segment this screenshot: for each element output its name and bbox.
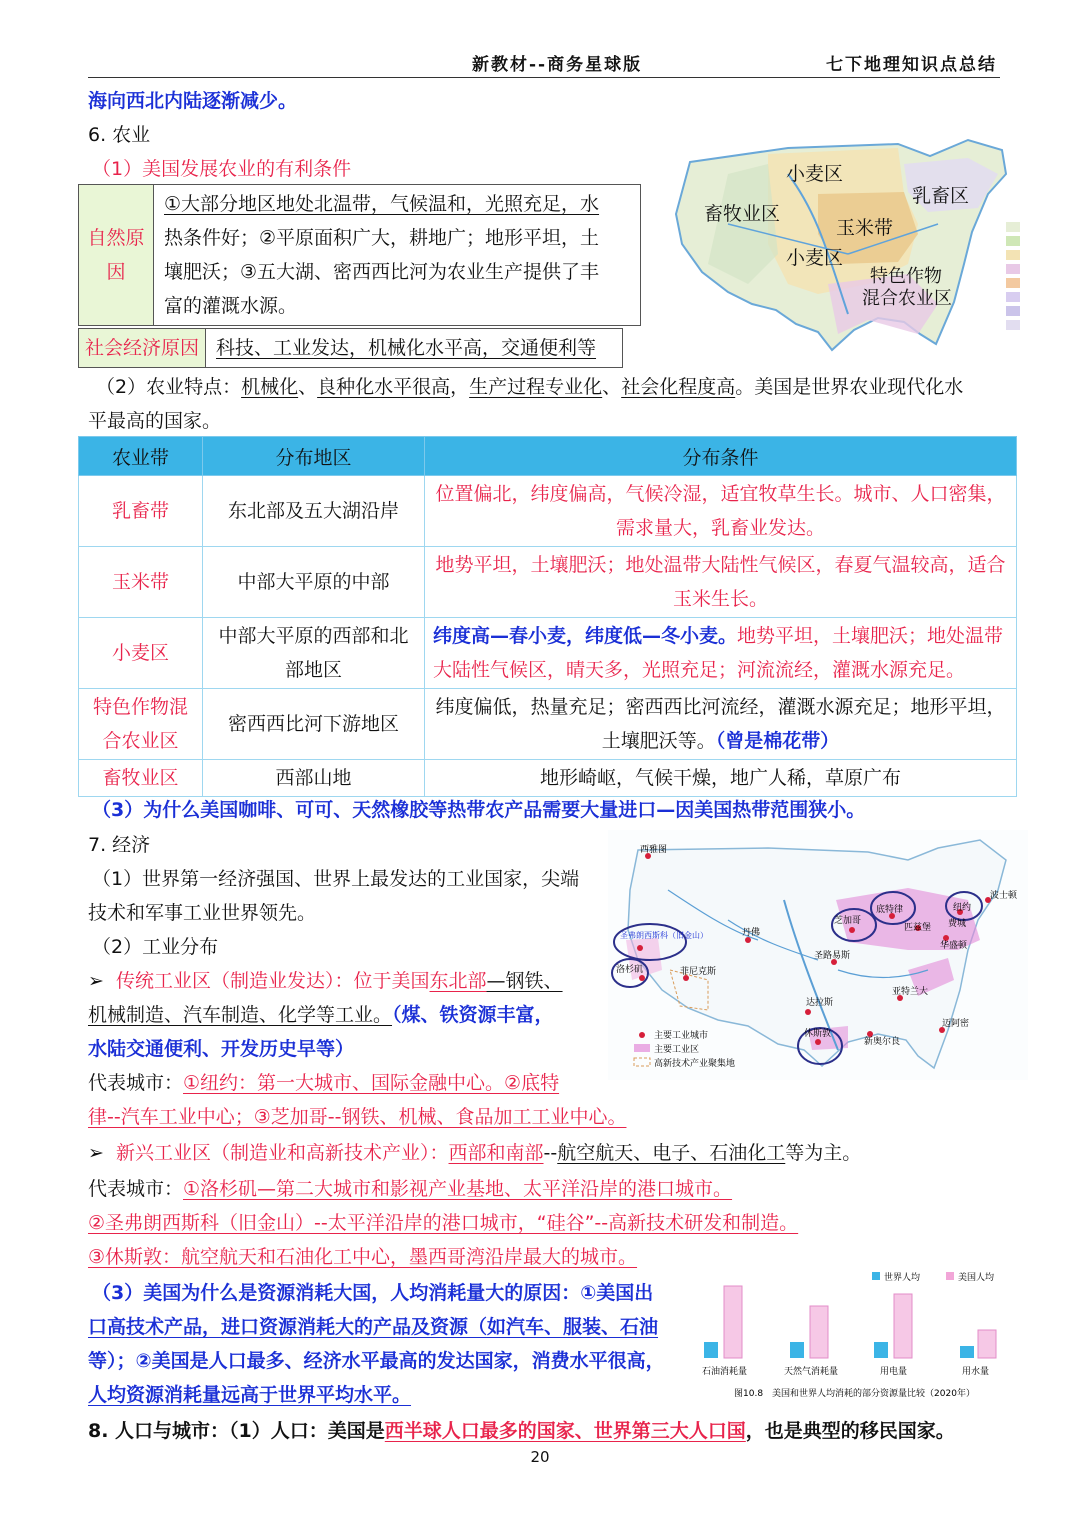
header-left: 新教材--商务星球版 [472,55,643,75]
text-span: ①纽约：第一大城市、国际金融中心。②底特 [183,1072,560,1094]
legend-label: 主要工业区 [654,1045,700,1055]
city-label: 华盛顿 [940,941,968,951]
page-number: 20 [530,1448,550,1466]
map-label: 小麦区 [786,163,844,185]
text-span: 西部和南部 [448,1142,544,1164]
table-header: 农业带 [79,437,203,476]
text-line [88,998,554,1032]
section-heading: 6. 农业 [88,124,151,146]
category-label: 用电量 [880,1367,908,1377]
text-span: —钢铁、 [486,970,563,992]
belt-region: 中部大平原的西部和北部地区 [203,618,425,689]
legend-label: 主要工业城市 [654,1031,709,1041]
text-line: （1）世界第一经济强国、世界上最发达的工业国家，尖端 [92,868,580,890]
text-span: 生产过程专业化 [469,376,603,398]
table-header: 分布地区 [203,437,425,476]
city-label: 洛杉矶 [616,965,644,975]
section-heading: 7. 经济 [88,834,151,856]
text-line [96,370,963,404]
text-span: 机械制造、汽车制造、化学等工业。 [88,1004,393,1026]
condition-blue: （曾是棉花带） [715,730,840,752]
legend-label: 美国人均 [958,1273,995,1283]
category-label: 天然气消耗量 [784,1367,839,1377]
text-span: ，也是典型的移民国家。 [745,1420,955,1442]
industry-map [608,830,1028,1080]
agriculture-table [78,436,1017,797]
belt-name: 乳畜带 [79,476,203,547]
category-label: 石油消耗量 [702,1367,748,1377]
legend-label: 高新技术产业聚集地 [654,1059,736,1069]
belt-name: 特色作物混合农业区 [79,689,203,760]
belt-condition: 地势平坦，土壤肥沃；地处温带大陆性气候区，春夏气温较高，适合玉米生长。 [425,547,1017,618]
city-label: 波士顿 [990,891,1018,901]
us-bar [810,1306,828,1358]
social-table [78,328,623,368]
text-line: （3）美国为什么是资源消耗大国，人均消耗量大的原因：①美国出 [92,1282,654,1304]
city-label: 西雅图 [640,845,668,855]
text-span: 代表城市： [88,1072,184,1094]
text-span: 机械化 [241,376,299,398]
belt-condition [425,618,1017,689]
header-rule [88,77,1000,78]
arrow-icon: ➢ [88,970,116,992]
city-label: 圣弗朗西斯科（旧金山） [620,931,708,940]
text-line [88,1066,559,1100]
text-line [88,964,563,998]
belt-region: 密西西比河下游地区 [203,689,425,760]
text-line: ②圣弗朗西斯科（旧金山）--太平洋沿岸的港口城市，“硅谷”--高新技术研发和制造。 [88,1212,799,1234]
text-line [88,1136,861,1170]
belt-name: 小麦区 [79,618,203,689]
text-span: 新兴工业区（制造业和高新技术产业）： [116,1142,449,1164]
social-label: 社会经济原因 [79,329,206,368]
belt-condition [425,689,1017,760]
text-span: ， [450,376,470,398]
belt-region: 西部山地 [203,760,425,797]
belt-region: 东北部及五大湖沿岸 [203,476,425,547]
city-label: 匹兹堡 [904,923,932,933]
social-text: 科技、工业发达，机械化水平高，交通便利等 [206,329,623,368]
table-row [79,760,1017,797]
text-line: 水陆交通便利、开发历史早等） [88,1038,355,1060]
legend-label: 世界人均 [884,1273,921,1283]
condition-blue: 纬度高—春小麦，纬度低—冬小麦。 [433,625,738,647]
natural-line: 热条件好；②平原面积广大，耕地广；地形平坦，土 [164,227,600,249]
table-header: 分布条件 [425,437,1017,476]
natural-text [154,185,641,326]
text-line: （2）工业分布 [92,936,219,958]
text-line [88,1172,732,1206]
text-span: 、 [298,376,318,398]
city-label: 达拉斯 [806,998,834,1008]
text-line: 平最高的国家。 [88,410,222,432]
table-row [79,689,1017,760]
city-label: 休斯敦 [804,1029,832,1039]
text-line: （3）为什么美国咖啡、可可、天然橡胶等热带农产品需要大量进口—因美国热带范围狭小。 [92,799,866,821]
city-label: 丹佛 [742,928,761,938]
world-bar [960,1346,974,1358]
text-span: 8. 人口与城市：（1）人口：美国是 [88,1420,385,1442]
text-span: -- [543,1142,558,1164]
text-span: ①洛杉矶—第二大城市和影视产业基地、太平洋沿岸的港口城市。 [183,1178,733,1200]
belt-condition: 地形崎岖，气候干燥，地广人稀，草原广布 [425,760,1017,797]
world-bar [704,1342,718,1358]
conditions-table [78,184,641,326]
text-span: （煤、铁资源丰富， [392,1004,554,1026]
text-span: 东北部 [429,970,487,992]
city-label: 迈阿密 [942,1019,970,1029]
natural-line: 富的灌溉水源。 [164,295,298,317]
city-label: 芝加哥 [834,916,862,926]
us-bar [724,1286,742,1358]
map-label: 畜牧业区 [704,203,781,225]
city-label: 底特律 [876,905,904,915]
subsection-heading: （1）美国发展农业的有利条件 [92,158,352,180]
resource-chart [700,1266,1010,1408]
text-line [88,1414,955,1448]
text-span: 传统工业区（制造业发达）：位于美国 [116,970,430,992]
us-bar [978,1330,996,1358]
arrow-icon: ➢ [88,1142,116,1164]
table-row [79,618,1017,689]
text-line: 海向西北内陆逐渐减少。 [88,90,298,112]
city-label: 新奥尔良 [864,1037,901,1047]
text-span: 、 [602,376,622,398]
world-bar [874,1342,888,1358]
text-line: ③休斯敦：航空航天和石油化工中心，墨西哥湾沿岸最大的城市。 [88,1246,638,1268]
natural-line: 壤肥沃；③五大湖、密西西比河为农业生产提供了丰 [164,261,600,283]
belt-name: 畜牧业区 [79,760,203,797]
table-row [79,547,1017,618]
map-label: 小麦区 [786,247,844,269]
text-line: 技术和军事工业世界领先。 [88,902,317,924]
world-bar [790,1342,804,1358]
text-span: 航空航天、电子、石油化工 [557,1142,786,1164]
text-line: 等）；②美国是人口最多、经济水平最高的发达国家，消费水平很高， [88,1350,665,1372]
text-line: 律--汽车工业中心；③芝加哥--钢铁、机械、食品加工工业中心。 [88,1106,627,1128]
text-line: 人均资源消耗量远高于世界平均水平。 [88,1384,412,1406]
city-label: 亚特兰大 [892,987,929,997]
condition-red: 地势平坦，土壤肥沃；地处温带大陆性气候区，晴天多，光照充足；河流流经，灌溉水源充足。 [433,625,1004,681]
header-right: 七下地理知识点总结 [826,55,997,75]
text-span: （2）农业特点： [96,376,242,398]
natural-line: ①大部分地区地处北温带，气候温和，光照充足，水 [164,193,600,215]
text-line: 口高技术产品，进口资源消耗大的产品及资源（如汽车、服装、石油 [88,1316,659,1338]
city-label: 圣路易斯 [814,951,851,961]
city-label: 纽约 [953,903,972,913]
map-label: 乳畜区 [912,185,970,207]
natural-label [79,185,154,326]
text-span: 良种化水平很高 [317,376,451,398]
text-span: 。美国是世界农业现代化水 [735,376,964,398]
belt-name: 玉米带 [79,547,203,618]
table-row [79,476,1017,547]
text-span: 等为主。 [785,1142,862,1164]
agriculture-map [668,134,1028,358]
belt-region: 中部大平原的中部 [203,547,425,618]
map-label: 玉米带 [836,217,894,239]
us-bar [894,1294,912,1358]
belt-condition: 位置偏北，纬度偏高，气候冷湿，适宜牧草生长。城市、人口密集，需求量大，乳畜业发达。 [425,476,1017,547]
city-label: 费城 [948,919,967,929]
text-span: 代表城市： [88,1178,184,1200]
map-label: 混合农业区 [862,288,952,309]
text-span: 社会化程度高 [621,376,736,398]
natural-label-text: 自然原因 [87,227,145,283]
condition-text: 纬度偏低，热量充足；密西西比河流经，灌溉水源充足；地形平坦，土壤肥沃等。 [435,696,1006,752]
text-span: 西半球人口最多的国家、世界第三大人口国 [384,1420,746,1442]
category-label: 用水量 [962,1367,990,1377]
map-label: 特色作物 [870,266,942,287]
city-label: 菲尼克斯 [680,967,717,977]
chart-caption: 图10.8 美国和世界人均消耗的部分资源量比较（2020年） [734,1389,975,1399]
